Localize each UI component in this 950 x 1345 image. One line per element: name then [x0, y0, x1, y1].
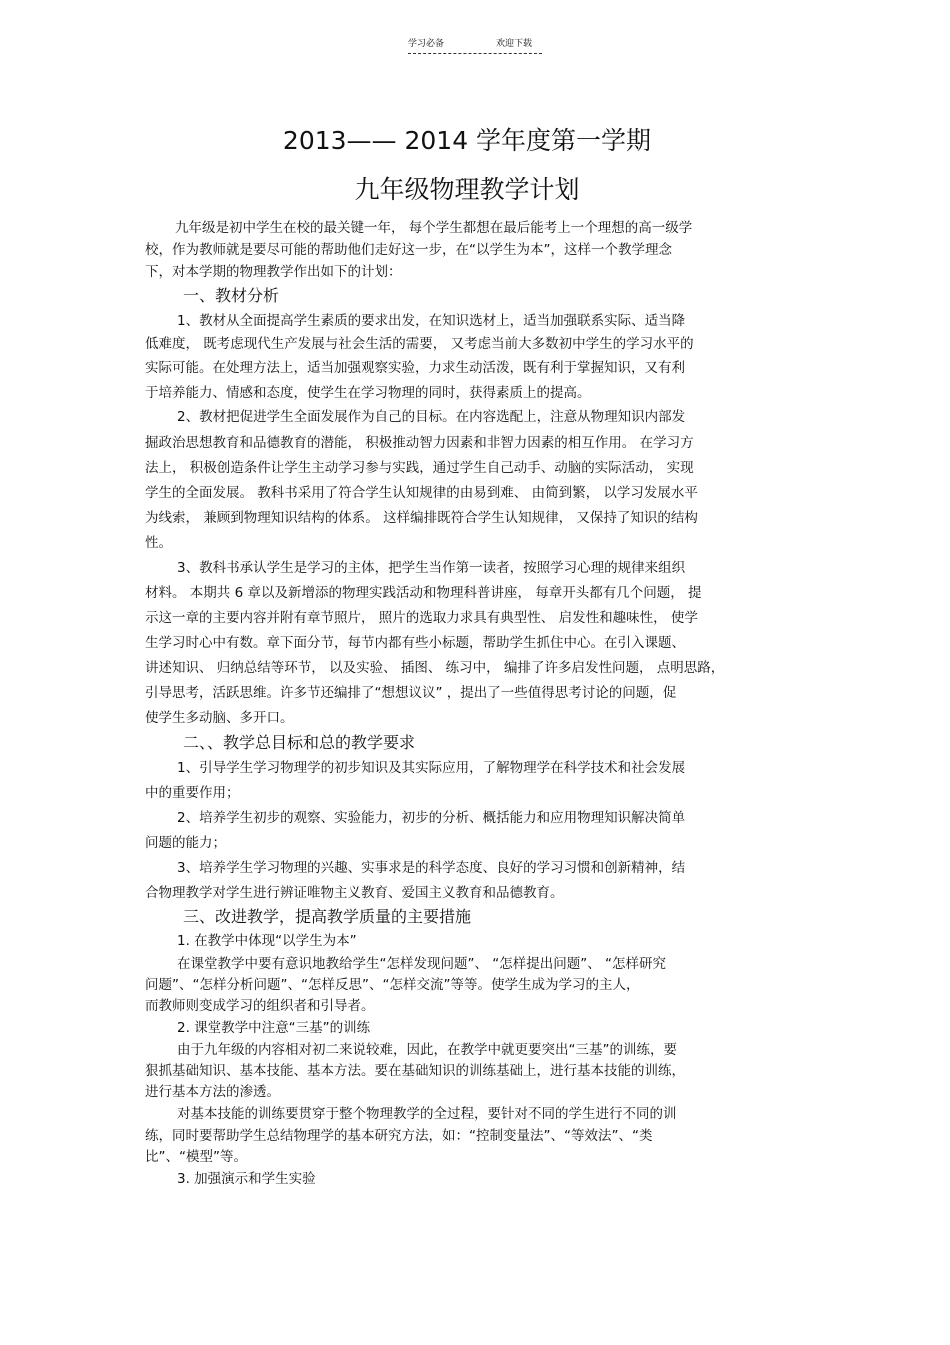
text-line: 进行基本方法的渗透。 — [145, 1084, 280, 1100]
text-line: 校，作为教师就是要尽可能的帮助他们走好这一步，在“以学生为本”，这样一个教学理念 — [145, 242, 672, 258]
text-line: 对基本技能的训练要贯穿于整个物理教学的全过程，要针对不同的学生进行不同的训 — [177, 1106, 677, 1122]
text-line: 材料。 本期共 6 章以及新增添的物理实践活动和物理科普讲座， 每章开头都有几个问题， 提 — [145, 585, 702, 601]
text-line: 引导思考，活跃思维。许多节还编排了“想想议议” ，提出了一些值得思考讨论的问题，促 — [145, 685, 677, 701]
text-line: 在课堂教学中要有意识地教给学生“怎样发现问题”、 “怎样提出问题”、 “怎样研究 — [177, 956, 667, 972]
text-line: 低难度， 既考虑现代生产发展与社会生活的需要， 又考虑当前大多数初中学生的学习水平的 — [145, 336, 694, 352]
header-right-text: 欢迎下载 — [496, 39, 533, 49]
text-line: 问题的能力； — [145, 835, 226, 851]
text-line: 法上， 积极创造条件让学生主动学习参与实践，通过学生自己动手、动脑的实际活动， 实现 — [145, 460, 694, 476]
text-line: 讲述知识、 归纳总结等环节， 以及实验、 插图、 练习中， 编排了许多启发性问题， 点明思路， — [145, 660, 725, 676]
text-line: 3、教科书承认学生是学习的主体，把学生当作第一读者，按照学习心理的规律来组织 — [177, 560, 686, 576]
text-line: 合物理教学对学生进行辨证唯物主义教育、爱国主义教育和品德教育。 — [145, 885, 564, 901]
text-line: 示这一章的主要内容并附有章节照片， 照片的选取力求具有典型性、 启发性和趣味性， 使学 — [145, 610, 698, 626]
text-line: 生学习时心中有数。章下面分节，每节内都有些小标题，帮助学生抓住中心。在引入课题、 — [145, 635, 685, 651]
text-line: 3、培养学生学习物理的兴趣、实事求是的科学态度、良好的学习习惯和创新精神，结 — [177, 860, 686, 876]
text-line: 练，同时要帮助学生总结物理学的基本研究方法，如：“控制变量法”、“等效法”、“类 — [145, 1128, 653, 1144]
text-line: 而教师则变成学习的组织者和引导者。 — [145, 998, 375, 1014]
document-title: 2013—— 2014 学年度第一学期 — [282, 126, 652, 155]
section-heading: 一、教材分析 — [183, 286, 280, 305]
text-line: 学生的全面发展。 教科书采用了符合学生认知规律的由易到难、 由简到繁， 以学习发展水平 — [145, 485, 698, 501]
text-line: 为线索， 兼顾到物理知识结构的体系。 这样编排既符合学生认知规律， 又保持了知识的结构 — [145, 510, 698, 526]
section-heading: 三、改进教学，提高教学质量的主要措施 — [183, 907, 472, 926]
text-line: 中的重要作用； — [145, 785, 240, 801]
text-line: 狠抓基础知识、基本技能、基本方法。要在基础知识的训练基础上，进行基本技能的训练， — [145, 1063, 685, 1079]
text-line: 由于九年级的内容相对初二来说较难，因此，在教学中就更要突出“三基”的训练，要 — [177, 1042, 677, 1058]
text-line: 1、教材从全面提高学生素质的要求出发，在知识选材上，适当加强联系实际、适当降 — [177, 313, 686, 329]
header-left-text: 学习必备 — [408, 39, 445, 49]
text-line: 实际可能。在处理方法上，适当加强观察实验，力求生动活泼，既有利于掌握知识，又有利 — [145, 360, 685, 376]
text-line: 于培养能力、情感和态度，使学生在学习物理的同时，获得素质上的提高。 — [145, 385, 591, 401]
text-line: 2、教材把促进学生全面发展作为自己的目标。在内容选配上，注意从物理知识内部发 — [177, 409, 686, 425]
text-line: 使学生多动脑、多开口。 — [145, 710, 294, 726]
text-line: 1. 在教学中体现“以学生为本” — [177, 933, 357, 949]
text-line: 2. 课堂教学中注意“三基”的训练 — [177, 1020, 371, 1036]
text-line: 问题”、“怎样分析问题”、“怎样反思”、“怎样交流”等等。使学生成为学习的主人， — [145, 977, 640, 993]
text-line: 性。 — [145, 535, 172, 551]
section-heading: 二、、教学总目标和总的教学要求 — [183, 733, 416, 752]
text-line: 比”、“模型”等。 — [145, 1149, 247, 1165]
header-divider — [408, 53, 542, 54]
text-line: 1、引导学生学习物理学的初步知识及其实际应用，了解物理学在科学技术和社会发展 — [177, 760, 686, 776]
document-subtitle: 九年级物理教学计划 — [354, 175, 580, 204]
text-line: 九年级是初中学生在校的最关键一年， 每个学生都想在最后能考上一个理想的高一级学 — [175, 220, 693, 236]
text-line: 2、培养学生初步的观察、实验能力，初步的分析、概括能力和应用物理知识解决简单 — [177, 810, 686, 826]
text-line: 掘政治思想教育和品德教育的潜能， 积极推动智力因素和非智力因素的相互作用。 在学习方 — [145, 435, 694, 451]
text-line: 下，对本学期的物理教学作出如下的计划： — [145, 264, 402, 280]
text-line: 3. 加强演示和学生实验 — [177, 1171, 316, 1187]
